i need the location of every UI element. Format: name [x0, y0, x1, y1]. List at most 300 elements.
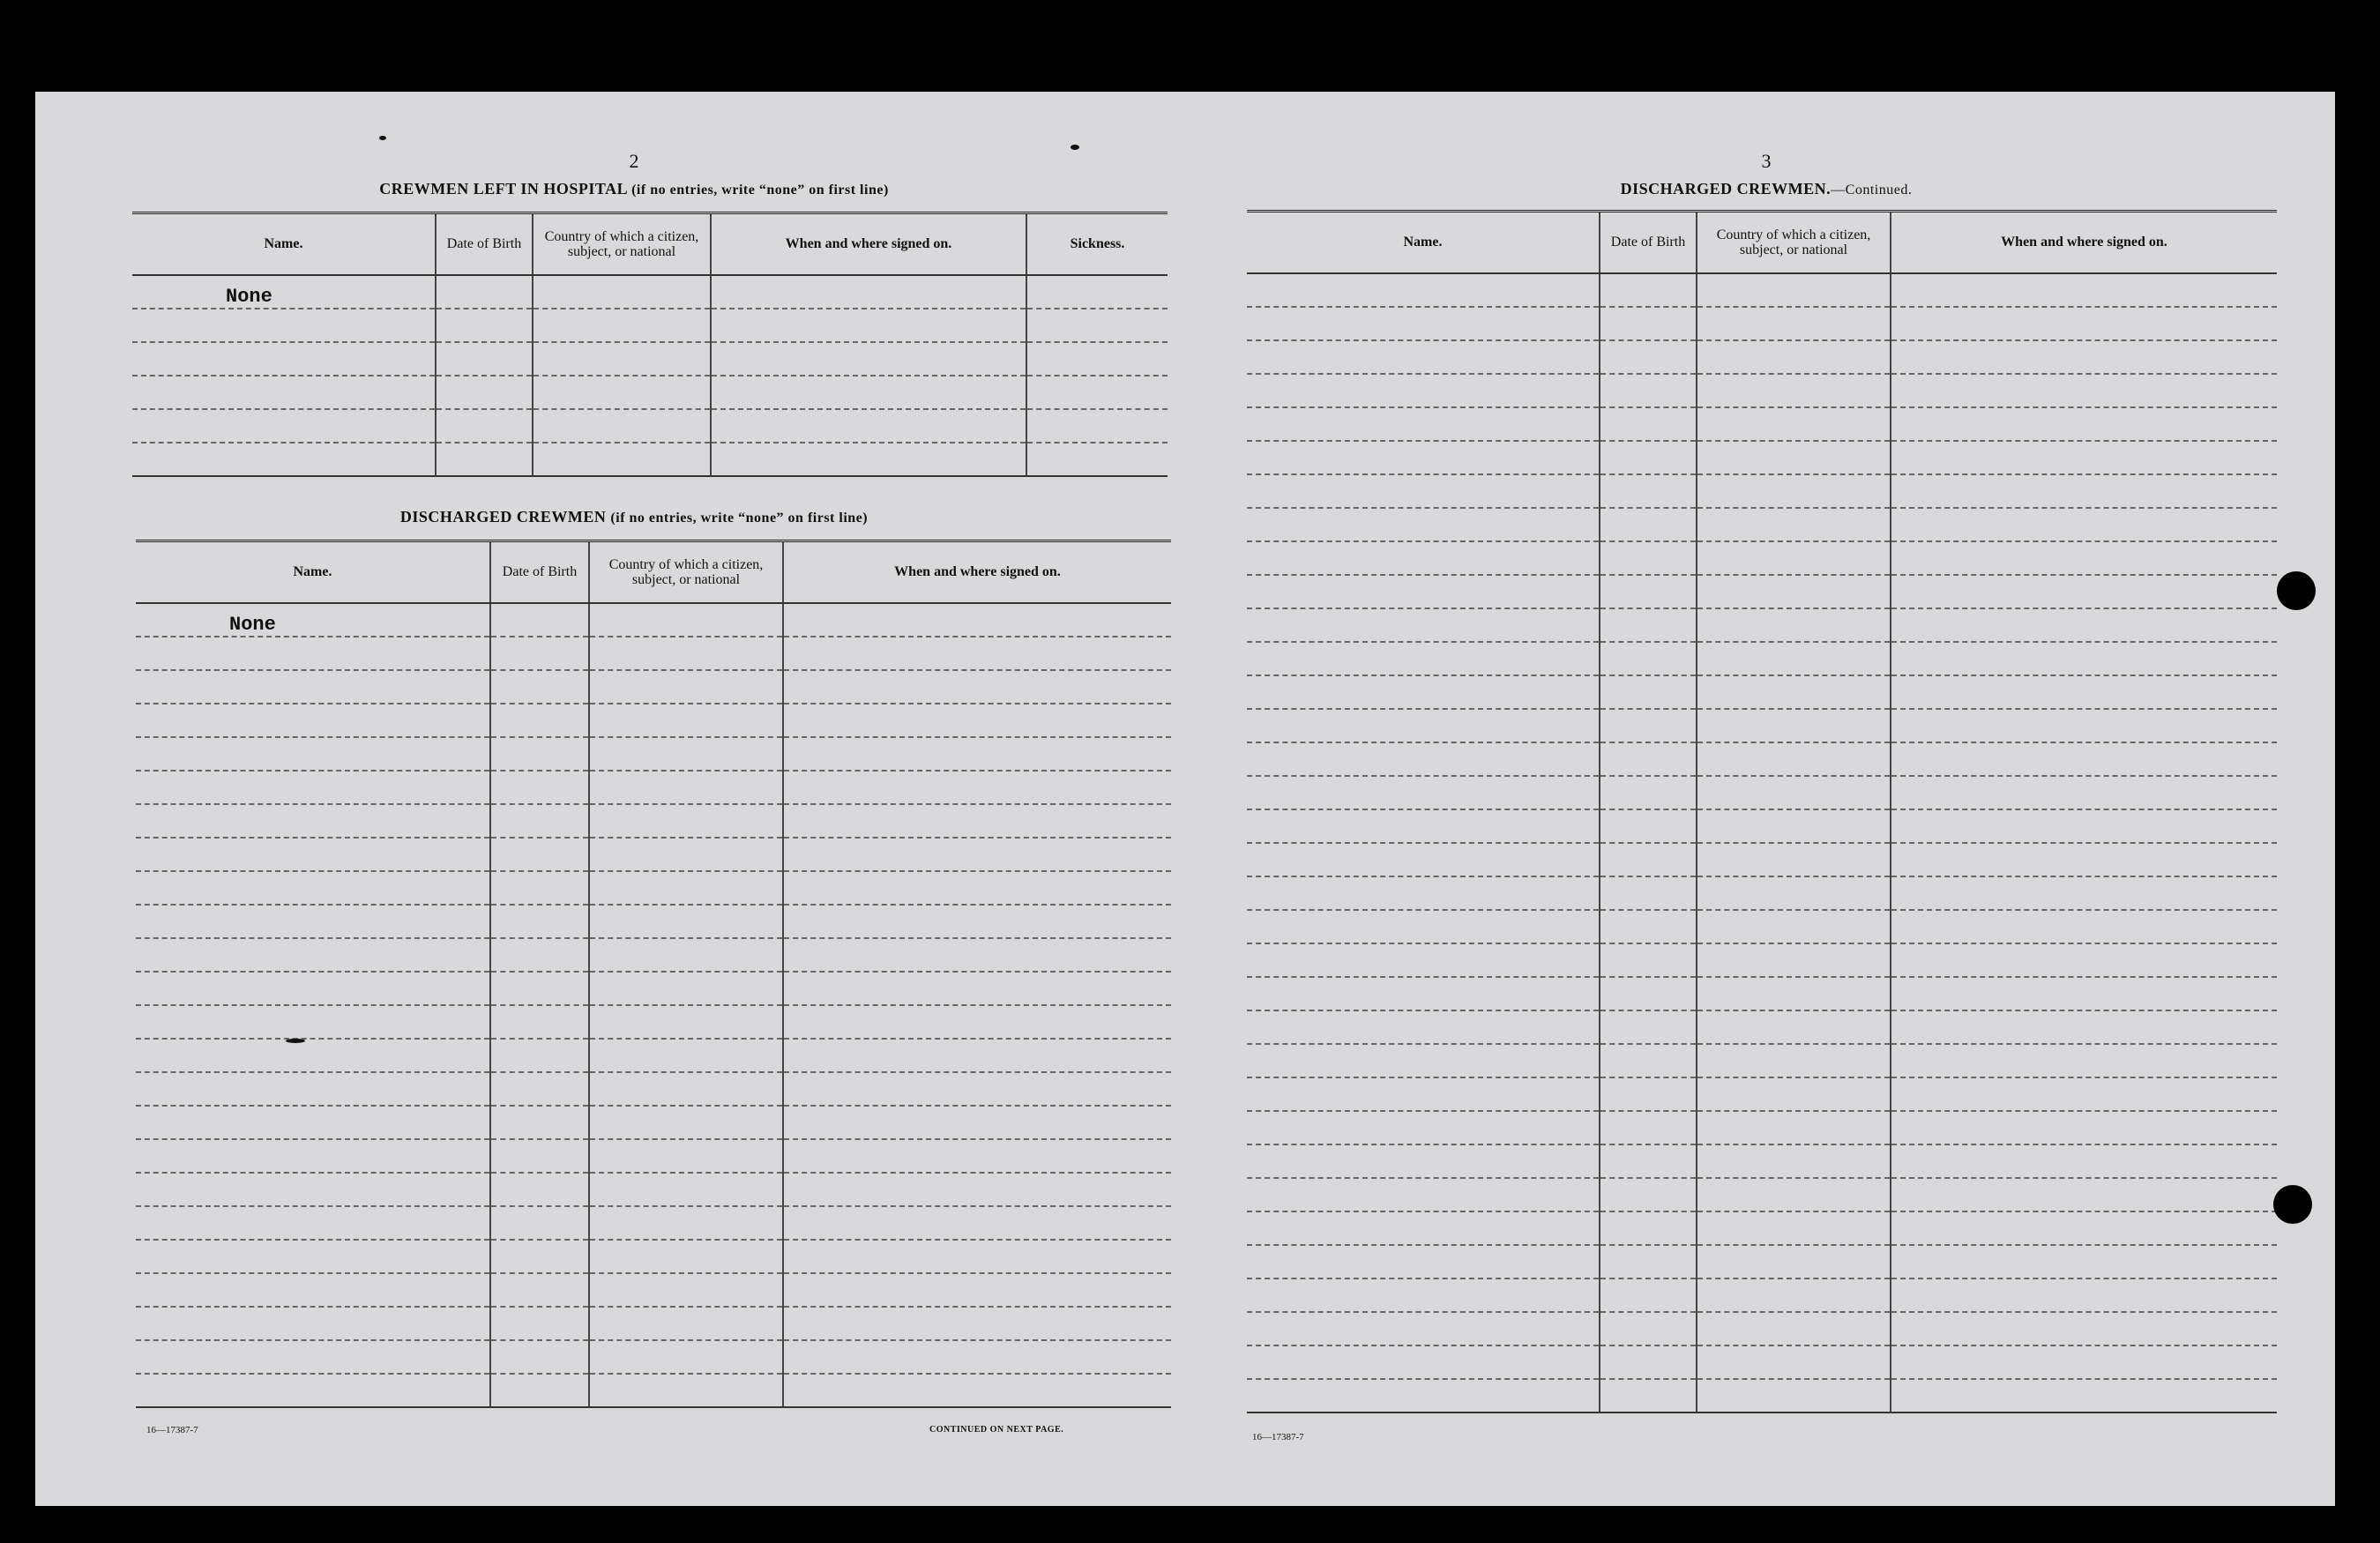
- table-cell: [136, 804, 490, 838]
- table-row: [136, 737, 1171, 771]
- table-cell: [136, 704, 490, 737]
- table-cell: [1247, 1312, 1600, 1345]
- discharged-title-text: DISCHARGED CREWMEN: [399, 508, 607, 526]
- table-cell: [136, 1340, 490, 1374]
- table-cell: [1600, 407, 1697, 441]
- table-row: [136, 1106, 1171, 1139]
- header-name: Name.: [136, 541, 490, 603]
- table-cell: [1697, 1245, 1891, 1278]
- table-cell: [132, 342, 436, 376]
- table-cell: [1697, 776, 1891, 809]
- table-row: [1247, 1379, 2277, 1413]
- table-cell: [1891, 374, 2277, 407]
- table-cell: [783, 804, 1171, 838]
- table-cell: [490, 670, 589, 704]
- table-cell: [1247, 273, 1600, 307]
- hospital-title-note: (if no entries, write “none” on first line): [631, 183, 889, 198]
- table-row: [136, 771, 1171, 804]
- table-cell: [589, 670, 783, 704]
- table-cell: [1891, 843, 2277, 876]
- table-cell: None: [132, 275, 436, 309]
- table-cell: [1891, 1178, 2277, 1211]
- discharged-continued-title-text: DISCHARGED CREWMEN.: [1620, 180, 1832, 198]
- table-row: [136, 1374, 1171, 1407]
- table-cell: [1891, 1312, 2277, 1345]
- header-name: Name.: [1247, 212, 1600, 273]
- table-cell: [1697, 1345, 1891, 1379]
- page-number: 2: [629, 150, 639, 172]
- table-cell: [1600, 776, 1697, 809]
- table-cell: [436, 443, 533, 476]
- table-cell: [1247, 474, 1600, 508]
- header-signed-on: When and where signed on.: [711, 213, 1026, 275]
- table-row: [1247, 709, 2277, 742]
- table-row: [136, 1005, 1171, 1039]
- table-row: [136, 938, 1171, 972]
- table-cell: [1697, 1178, 1891, 1211]
- table-cell: [589, 1106, 783, 1139]
- hospital-section-title: [92, 180, 1176, 198]
- table-cell: [1697, 675, 1891, 709]
- table-row: [1247, 407, 2277, 441]
- table-cell: [136, 771, 490, 804]
- table-cell: None: [136, 603, 490, 637]
- table-cell: [436, 309, 533, 342]
- table-cell: [1697, 1111, 1891, 1144]
- table-cell: [1697, 1077, 1891, 1111]
- table-cell: [783, 1005, 1171, 1039]
- table-row: [1247, 742, 2277, 776]
- table-row: [1247, 575, 2277, 608]
- table-cell: [136, 1206, 490, 1240]
- table-cell: [1891, 575, 2277, 608]
- table-cell: [436, 342, 533, 376]
- table-cell: [1600, 977, 1697, 1010]
- table-row: [1247, 608, 2277, 642]
- table-cell: [1247, 843, 1600, 876]
- table-cell: [783, 1072, 1171, 1106]
- table-cell: [1891, 273, 2277, 307]
- table-row: [132, 275, 1168, 309]
- table-row: [136, 1072, 1171, 1106]
- table-cell: [436, 409, 533, 443]
- table-cell: [436, 275, 533, 309]
- table-cell: [1891, 910, 2277, 943]
- table-cell: [1600, 1178, 1697, 1211]
- table-cell: [436, 376, 533, 409]
- table-row: [136, 1139, 1171, 1173]
- table-cell: [1247, 977, 1600, 1010]
- table-cell: [783, 1307, 1171, 1340]
- table-cell: [136, 1005, 490, 1039]
- table-row: [136, 804, 1171, 838]
- table-cell: [1891, 742, 2277, 776]
- table-cell: [1247, 776, 1600, 809]
- table-cell: [1697, 374, 1891, 407]
- table-cell: [490, 838, 589, 871]
- table-row: [136, 905, 1171, 938]
- table-cell: [783, 1106, 1171, 1139]
- table-cell: [783, 1374, 1171, 1407]
- table-cell: [589, 1005, 783, 1039]
- table-cell: [490, 1106, 589, 1139]
- table-cell: [783, 871, 1171, 905]
- table-cell: [1697, 1044, 1891, 1077]
- table-row: [1247, 675, 2277, 709]
- table-cell: [1891, 441, 2277, 474]
- table-cell: [1600, 1312, 1697, 1345]
- table-row: [1247, 1345, 2277, 1379]
- table-cell: [490, 1206, 589, 1240]
- header-date-of-birth: Date of Birth: [436, 213, 533, 275]
- continued-note: CONTINUED ON NEXT PAGE.: [929, 1425, 1064, 1435]
- header-date-of-birth: Date of Birth: [1600, 212, 1697, 273]
- table-cell: [589, 1039, 783, 1072]
- table-cell: [1247, 1278, 1600, 1312]
- table-cell: [490, 871, 589, 905]
- table-cell: [136, 637, 490, 670]
- form-code: 16—17387-7: [146, 1425, 198, 1435]
- table-cell: [1891, 1144, 2277, 1178]
- header-signed-on: When and where signed on.: [783, 541, 1171, 603]
- table-cell: [783, 1039, 1171, 1072]
- table-cell: [490, 1273, 589, 1307]
- table-cell: [136, 1240, 490, 1273]
- table-row: [1247, 474, 2277, 508]
- table-cell: [711, 443, 1026, 476]
- table-cell: [490, 1240, 589, 1273]
- table-cell: [136, 1039, 490, 1072]
- table-cell: [1697, 809, 1891, 843]
- table-cell: [1697, 508, 1891, 541]
- table-row: [136, 704, 1171, 737]
- table-cell: [1697, 1278, 1891, 1312]
- table-cell: [1600, 709, 1697, 742]
- table-cell: [490, 1139, 589, 1173]
- table-cell: [1600, 474, 1697, 508]
- table-cell: [1247, 709, 1600, 742]
- table-cell: [533, 309, 711, 342]
- table-cell: [783, 938, 1171, 972]
- table-row: [132, 443, 1168, 476]
- table-row: [132, 376, 1168, 409]
- table-row: [1247, 307, 2277, 340]
- table-cell: [1697, 575, 1891, 608]
- table-cell: [136, 670, 490, 704]
- table-cell: [1891, 508, 2277, 541]
- table-cell: [1697, 273, 1891, 307]
- header-country: Country of which a citizen, subject, or national: [589, 541, 783, 603]
- table-cell: [589, 972, 783, 1005]
- table-cell: [783, 704, 1171, 737]
- table-row: [136, 972, 1171, 1005]
- table-cell: [1247, 809, 1600, 843]
- table-cell: [132, 376, 436, 409]
- table-row: [1247, 1111, 2277, 1144]
- table-cell: [589, 704, 783, 737]
- table-cell: [1697, 642, 1891, 675]
- table-row: [136, 1307, 1171, 1340]
- table-cell: [1697, 1144, 1891, 1178]
- table-cell: [1247, 642, 1600, 675]
- table-cell: [1247, 675, 1600, 709]
- table-cell: [1697, 910, 1891, 943]
- table-cell: [783, 905, 1171, 938]
- table-cell: [136, 838, 490, 871]
- ink-speck: [379, 136, 386, 140]
- table-cell: [1247, 1144, 1600, 1178]
- scanned-document-sheet: [35, 92, 2335, 1506]
- table-row: [1247, 1178, 2277, 1211]
- table-cell: [589, 603, 783, 637]
- table-row: [136, 1340, 1171, 1374]
- table-cell: [589, 771, 783, 804]
- table-cell: [1247, 876, 1600, 910]
- table-cell: [1247, 910, 1600, 943]
- table-row: [136, 1273, 1171, 1307]
- table-row: [1247, 1278, 2277, 1312]
- table-row: [1247, 642, 2277, 675]
- table-cell: [490, 1374, 589, 1407]
- table-cell: [1026, 376, 1168, 409]
- table-cell: [1891, 1010, 2277, 1044]
- table-cell: [1600, 742, 1697, 776]
- header-country: Country of which a citizen, subject, or national: [533, 213, 711, 275]
- table-row: [136, 603, 1171, 637]
- table-row: [136, 871, 1171, 905]
- table-cell: [783, 637, 1171, 670]
- table-cell: [1697, 1379, 1891, 1413]
- table-cell: [1247, 340, 1600, 374]
- table-cell: [132, 443, 436, 476]
- table-cell: [783, 972, 1171, 1005]
- table-cell: [1600, 1144, 1697, 1178]
- table-cell: [1600, 508, 1697, 541]
- table-row: [136, 1173, 1171, 1206]
- table-cell: [490, 905, 589, 938]
- table-cell: [1247, 1010, 1600, 1044]
- table-cell: [1600, 1111, 1697, 1144]
- table-cell: [711, 376, 1026, 409]
- table-row: [1247, 1312, 2277, 1345]
- table-cell: [589, 1374, 783, 1407]
- table-cell: [490, 1307, 589, 1340]
- table-cell: [1891, 1211, 2277, 1245]
- header-date-of-birth: Date of Birth: [490, 541, 589, 603]
- table-cell: [1600, 307, 1697, 340]
- table-cell: [1247, 943, 1600, 977]
- table-cell: [1697, 943, 1891, 977]
- table-cell: [1600, 809, 1697, 843]
- table-cell: [1026, 309, 1168, 342]
- table-cell: [490, 1039, 589, 1072]
- table-cell: [1891, 675, 2277, 709]
- table-cell: [490, 1072, 589, 1106]
- table-cell: [1247, 1178, 1600, 1211]
- table-cell: [136, 938, 490, 972]
- discharged-continued-title: [1242, 180, 2291, 198]
- table-cell: [1600, 1379, 1697, 1413]
- table-cell: [1891, 1077, 2277, 1111]
- table-cell: [136, 1072, 490, 1106]
- table-cell: [1600, 943, 1697, 977]
- header-sickness: Sickness.: [1026, 213, 1168, 275]
- table-cell: [589, 637, 783, 670]
- table-row: [1247, 273, 2277, 307]
- table-cell: [1697, 307, 1891, 340]
- table-cell: [1247, 1245, 1600, 1278]
- table-cell: [1247, 374, 1600, 407]
- table-cell: [589, 1273, 783, 1307]
- table-cell: [490, 603, 589, 637]
- table-cell: [1891, 776, 2277, 809]
- table-cell: [1891, 709, 2277, 742]
- table-cell: [1891, 608, 2277, 642]
- table-row: [136, 838, 1171, 871]
- table-cell: [1247, 1077, 1600, 1111]
- table-row: [1247, 809, 2277, 843]
- table-row: [1247, 541, 2277, 575]
- table-row: [1247, 508, 2277, 541]
- table-row: [1247, 1211, 2277, 1245]
- table-cell: [1891, 1379, 2277, 1413]
- table-cell: [589, 1307, 783, 1340]
- punch-hole: [2273, 1185, 2312, 1224]
- table-cell: [1600, 273, 1697, 307]
- table-cell: [783, 1139, 1171, 1173]
- table-row: [1247, 1044, 2277, 1077]
- table-cell: [1697, 474, 1891, 508]
- table-row: [136, 637, 1171, 670]
- table-cell: [783, 1173, 1171, 1206]
- table-cell: [136, 972, 490, 1005]
- table-row: [1247, 441, 2277, 474]
- table-cell: [1247, 1345, 1600, 1379]
- table-cell: [1697, 340, 1891, 374]
- table-cell: [132, 309, 436, 342]
- table-cell: [1600, 675, 1697, 709]
- table-cell: [1026, 443, 1168, 476]
- table-cell: [589, 1240, 783, 1273]
- table-cell: [136, 1374, 490, 1407]
- table-cell: [783, 838, 1171, 871]
- table-cell: [1697, 1010, 1891, 1044]
- table-row: [1247, 1245, 2277, 1278]
- table-cell: [1247, 1211, 1600, 1245]
- table-cell: [589, 804, 783, 838]
- table-cell: [1697, 608, 1891, 642]
- table-cell: [1600, 1211, 1697, 1245]
- table-cell: [1600, 441, 1697, 474]
- table-cell: [1697, 407, 1891, 441]
- table-cell: [533, 376, 711, 409]
- table-cell: [1891, 1245, 2277, 1278]
- table-cell: [783, 771, 1171, 804]
- table-row: [136, 670, 1171, 704]
- table-cell: [1891, 407, 2277, 441]
- table-cell: [490, 972, 589, 1005]
- table-cell: [1697, 843, 1891, 876]
- table-cell: [1600, 1245, 1697, 1278]
- table-cell: [1697, 709, 1891, 742]
- table-cell: [136, 1106, 490, 1139]
- table-cell: [533, 275, 711, 309]
- table-cell: [1247, 307, 1600, 340]
- table-cell: [1600, 642, 1697, 675]
- table-cell: [490, 1173, 589, 1206]
- table-cell: [1600, 910, 1697, 943]
- table-cell: [1600, 374, 1697, 407]
- table-cell: [783, 670, 1171, 704]
- hospital-table: [132, 212, 1168, 477]
- table-row: [1247, 374, 2277, 407]
- table-row: [132, 342, 1168, 376]
- table-cell: [490, 704, 589, 737]
- discharged-continued-table: [1247, 210, 2277, 1413]
- table-cell: [490, 804, 589, 838]
- table-cell: [1697, 742, 1891, 776]
- discharged-section-title: [92, 508, 1176, 526]
- table-cell: [490, 637, 589, 670]
- table-cell: [711, 275, 1026, 309]
- table-cell: [1697, 1312, 1891, 1345]
- table-cell: [589, 1139, 783, 1173]
- table-row: [1247, 776, 2277, 809]
- table-cell: [783, 1240, 1171, 1273]
- table-cell: [783, 603, 1171, 637]
- table-cell: [136, 871, 490, 905]
- pen-mark: [286, 1039, 305, 1043]
- table-cell: [1247, 441, 1600, 474]
- table-cell: [1600, 1345, 1697, 1379]
- table-row: [136, 1039, 1171, 1072]
- table-cell: [1697, 876, 1891, 910]
- table-row: [1247, 843, 2277, 876]
- table-cell: [1600, 1278, 1697, 1312]
- table-cell: [1697, 1211, 1891, 1245]
- table-cell: [136, 1139, 490, 1173]
- table-cell: [711, 309, 1026, 342]
- table-cell: [589, 1206, 783, 1240]
- table-row: [1247, 1144, 2277, 1178]
- continued-suffix: —Continued.: [1831, 183, 1913, 198]
- table-row: [1247, 340, 2277, 374]
- table-cell: [1600, 1010, 1697, 1044]
- table-cell: [1247, 742, 1600, 776]
- table-cell: [1891, 340, 2277, 374]
- page-number: 3: [1761, 150, 1772, 172]
- table-cell: [1600, 1044, 1697, 1077]
- table-cell: [589, 737, 783, 771]
- table-cell: [136, 737, 490, 771]
- table-cell: [1891, 541, 2277, 575]
- form-code: 16—17387-7: [1252, 1432, 1304, 1442]
- table-row: [1247, 1010, 2277, 1044]
- table-cell: [589, 1072, 783, 1106]
- table-cell: [1247, 1044, 1600, 1077]
- table-cell: [783, 737, 1171, 771]
- table-cell: [1600, 1077, 1697, 1111]
- hospital-title-text: CREWMEN LEFT IN HOSPITAL: [379, 180, 628, 198]
- table-cell: [1891, 474, 2277, 508]
- table-cell: [711, 342, 1026, 376]
- table-cell: [1247, 1111, 1600, 1144]
- table-cell: [711, 409, 1026, 443]
- table-cell: [589, 838, 783, 871]
- table-cell: [589, 871, 783, 905]
- table-cell: [1247, 407, 1600, 441]
- table-cell: [1247, 1379, 1600, 1413]
